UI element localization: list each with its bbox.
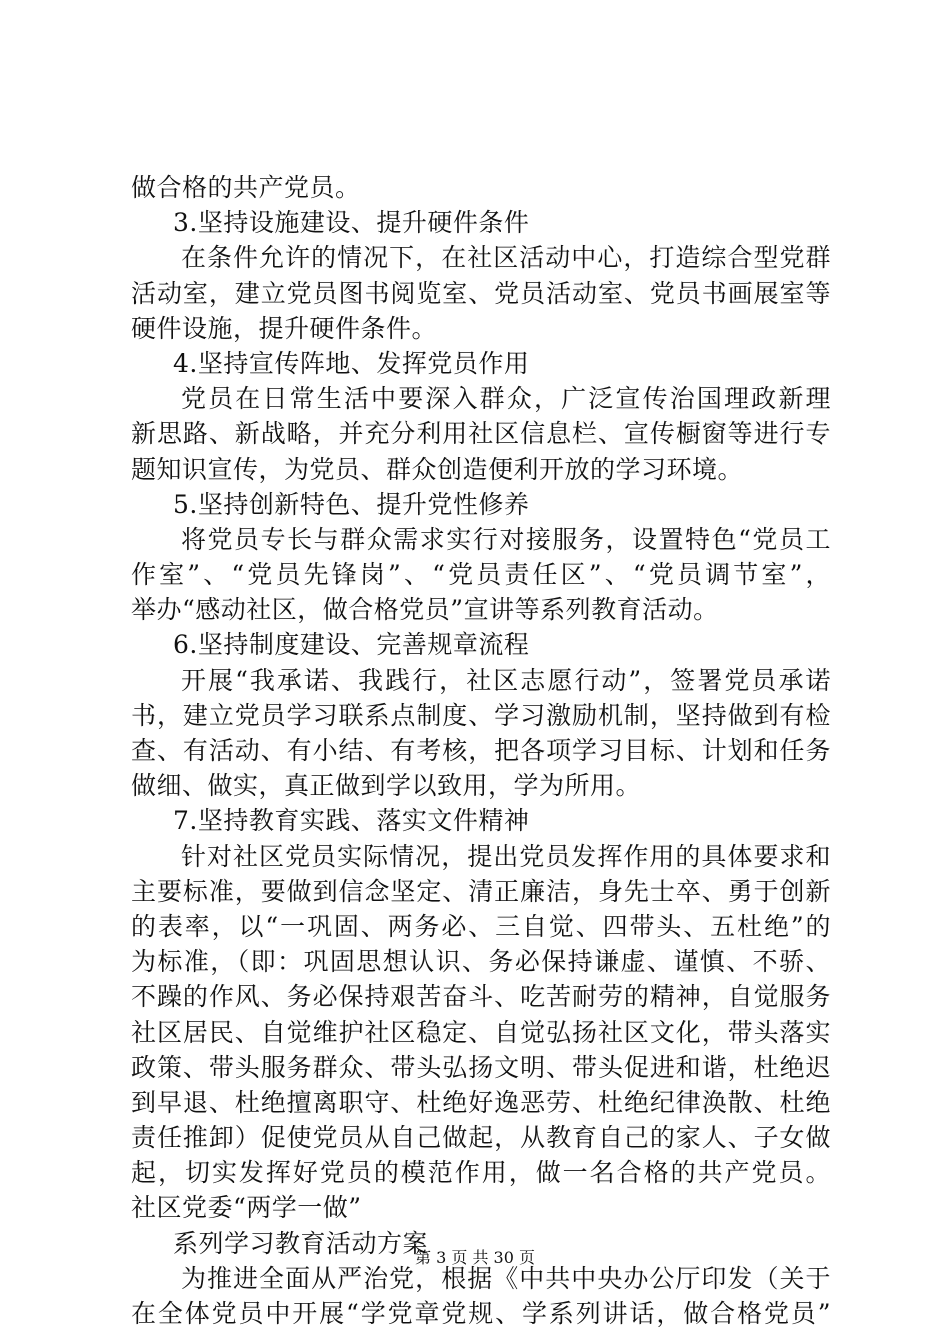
text-line: 起，切实发挥好党员的模范作用，做一名合格的共产党员。 — [131, 1158, 831, 1188]
section-heading: 6.坚持制度建设、完善规章流程 — [173, 630, 530, 660]
section-heading: 7.坚持教育实践、落实文件精神 — [173, 806, 530, 836]
text-line: 作室”、“党员先锋岗”、“党员责任区”、“党员调节室”， — [131, 560, 831, 590]
text-line: 社区党委“两学一做” — [131, 1193, 362, 1223]
section-heading: 4.坚持宣传阵地、发挥党员作用 — [173, 348, 530, 378]
text-line: 社区居民、自觉维护社区稳定、自觉弘扬社区文化，带头落实 — [131, 1017, 831, 1047]
text-line: 到早退、杜绝擅离职守、杜绝好逸恶劳、杜绝纪律涣散、杜绝 — [131, 1087, 831, 1117]
text-line: 查、有活动、有小结、有考核，把各项学习目标、计划和任务 — [131, 736, 831, 765]
text-line: 做细、做实，真正做到学以致用，学为所用。 — [131, 771, 642, 801]
document-body — [131, 170, 831, 1331]
text-line: 政策、带头服务群众、带头弘扬文明、带头促进和谐，杜绝迟 — [131, 1052, 831, 1082]
text-line: 题知识宣传，为党员、群众创造便利开放的学习环境。 — [131, 454, 744, 484]
text-line: 将党员专长与群众需求实行对接服务，设置特色“党员工 — [181, 524, 831, 554]
text-line: 党员在日常生活中要深入群众，广泛宣传治国理政新理 — [181, 384, 831, 414]
section-heading: 3.坚持设施建设、提升硬件条件 — [173, 208, 530, 238]
text-line: 举办“感动社区，做合格党员”宣讲等系列教育活动。 — [131, 595, 719, 625]
text-line: 做合格的共产党员。 — [131, 173, 361, 202]
text-line: 硬件设施，提升硬件条件。 — [131, 313, 438, 343]
section-heading: 系列学习教育活动方案 — [173, 1228, 429, 1258]
page-footer: 第 3 页 共 30 页 — [415, 1248, 535, 1267]
text-line: 书，建立党员学习联系点制度、学习激励机制，坚持做到有检 — [131, 700, 831, 730]
text-line: 不躁的作风、务必保持艰苦奋斗、吃苦耐劳的精神，自觉服务 — [131, 982, 831, 1012]
text-line: 主要标准，要做到信念坚定、清正廉洁，身先士卒、勇于创新 — [131, 876, 831, 906]
text-line: 活动室，建立党员图书阅览室、党员活动室、党员书画展室等 — [131, 278, 831, 308]
text-line: 针对社区党员实际情况，提出党员发挥作用的具体要求和 — [181, 841, 831, 871]
text-line: 的表率，以“一巩固、两务必、三自觉、四带头、五杜绝”的 — [131, 911, 831, 941]
text-line: 在全体党员中开展“学党章党规、学系列讲话，做合格党员” — [131, 1299, 831, 1328]
text-line: 开展“我承诺、我践行，社区志愿行动”，签署党员承诺 — [181, 665, 831, 695]
text-line: 为标准，（即：巩固思想认识、务必保持谦虚、谨慎、不骄、 — [131, 947, 831, 977]
text-line: 责任推卸）促使党员从自己做起，从教育自己的家人、子女做 — [131, 1123, 831, 1153]
text-line: 新思路、新战略，并充分利用社区信息栏、宣传橱窗等进行专 — [131, 419, 831, 449]
text-line: 为推进全面从严治党，根据《中共中央办公厅印发（关于 — [181, 1263, 831, 1293]
section-heading: 5.坚持创新特色、提升党性修养 — [173, 489, 530, 519]
text-line: 在条件允许的情况下，在社区活动中心，打造综合型党群 — [181, 243, 831, 273]
